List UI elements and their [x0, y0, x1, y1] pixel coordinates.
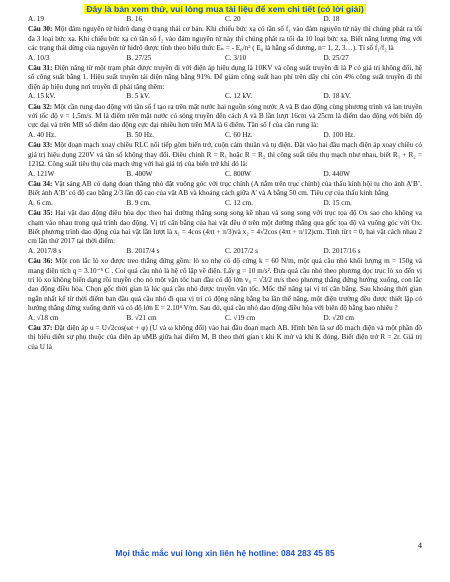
question-label: Câu 32: [28, 102, 53, 111]
option-d: D. √20 cm [323, 313, 354, 322]
option-a: A. 6 cm. [28, 198, 53, 207]
question-text: Một cần rung dao động với tần số f tạo ra trên mặt nước hai nguồn sóng nước A và B dao động cùng phương trình và lan truyền với tốc độ v = 1,5m/s. M là điểm trên mặt nước có sóng truyền đến cách A và B lần lượt 16cm và 25cm là điểm dao động với biên độ cực đại và trên MB số điểm dao động cực đại nhiều hơn trên MA là 6 điểm. Tần số f của cần rung là: [28, 102, 423, 130]
question-label: Câu 31: [28, 64, 53, 73]
question-label: Câu 36: [28, 257, 53, 266]
option-d: D. 18 [323, 15, 340, 23]
preview-banner [0, 4, 450, 14]
question-36 [28, 257, 422, 313]
question-37 [28, 324, 422, 352]
option-b: B. 27/25 [126, 53, 152, 62]
option-d: D. 2017/16 s [323, 246, 361, 255]
option-c: C. 800W [225, 169, 251, 178]
question-33-options [28, 170, 422, 179]
question-36-options [28, 314, 422, 323]
page-number: 4 [418, 541, 422, 550]
question-35 [28, 209, 422, 247]
preview-banner-text: Đây là bản xem thử, vui lòng mua tài liệu để xem chi tiết (có lời giải) [86, 4, 364, 14]
option-c: C. 20 [225, 15, 241, 23]
question-label: Câu 35: [28, 209, 53, 218]
question-text: Một đám nguyên tử hiđrô đang ở trạng thái cơ bản. Khi chiếu bức xạ có tần số f₁ vào đám nguyên tử này thì chúng phát ra tối đa 3 loại bức xạ. Khi chiếu bức xạ có tần số f₂ vào đám nguyên tử này thì chúng phát ra tối đa 10 loại bức xạ. Biết năng lượng ứng với các trạng thái dừng của nguyên tử hiđrô được tính theo biểu thức Eₙ = - E₀/n² ( E₀ là hằng số dương, n= 1, 2, 3…). Tỉ số f₁/f₂ là [28, 25, 423, 53]
question-34 [28, 180, 422, 199]
option-c: C. 12 kV. [225, 92, 253, 101]
option-c: C. 2017/2 s [225, 246, 258, 255]
option-a: A. 40 Hz. [28, 130, 56, 139]
option-b: B. 16 [126, 15, 143, 23]
question-30 [28, 25, 422, 53]
option-d: D. 15 cm. [323, 198, 352, 207]
previous-question-options [28, 15, 422, 24]
option-b: B. 9 cm. [126, 198, 151, 207]
question-31-options [28, 92, 422, 101]
option-c: C. 3/10 [225, 53, 247, 62]
option-b: B. 50 Hz. [126, 130, 155, 139]
question-35-options [28, 247, 422, 256]
question-33 [28, 141, 422, 169]
question-32-options [28, 131, 422, 140]
option-c: C. √19 cm [225, 313, 256, 322]
option-a: A. 121W [28, 169, 55, 178]
option-a: A. 10/3 [28, 53, 50, 62]
question-34-options [28, 199, 422, 208]
question-text: Đặt điện áp u = U√2cos(ωt + φ) (U và ω không đổi) vào hai đầu đoạn mạch AB. Hình bên là sơ đồ mạch điện và một phần đồ thị biểu diễn sự phụ thuộc của điện áp uMB giữa hai điểm M, B theo thời gian t khi K mở và khi K đóng. Biết điện trở R = 2r. Giá trị của U là [28, 324, 423, 351]
question-label: Câu 30: [28, 25, 53, 34]
option-b: B. 2017/4 s [126, 246, 160, 255]
option-a: A. √18 cm [28, 313, 59, 322]
hotline-banner: Mọi thắc mắc vui lòng xin liên hệ hotline: 084 283 45 85 [115, 548, 335, 558]
option-d: D. 18 kV. [323, 92, 351, 101]
question-text: Một con lắc lò xo được treo thẳng đứng gồm: lò xo nhẹ có độ cứng k = 60 N/m, một quả cầu nhỏ khối lượng m = 150g và mang điện tích q = 3.10⁻⁵ C . Coi quả cầu nhỏ là hệ cô lập về điện. Lấy g = 10 m/s². Đưa quả cầu nhỏ theo phương dọc trục lò xo đến vị trí lò xo không biến dạng rồi truyền cho nó một vận tốc ban đầu có độ lớn v₀ = √3/2 m/s theo phương thẳng đứng hướng xuống, con lắc dao động điều hòa. Chọn gốc thời gian là lúc quả cầu nhỏ được truyền vận tốc. Mốc thế năng tại vị trí cân bằng. Sau khoảng thời gian ngắn nhất kể từ thời điểm ban đầu quả cầu nhỏ đi qua vị trí có động năng bằng ba lần thế năng, một điện trường đều được thiết lập có hướng thẳng đứng xuống dưới và có độ lớn E = 2.10⁴ V/m. Sau đó, quả cầu nhỏ dao động điều hòa với biên độ bằng bao nhiêu ? [28, 257, 422, 313]
question-text: Vật sáng AB có dạng đoạn thẳng nhỏ đặt vuông góc với trục chính (A nằm trên trục chính) của thấu kính hội tụ cho ảnh A’B’. Biết ảnh A’B’ có độ cao bằng 2/3 lần độ cao của vật AB và khoảng cách giữa A’ và A bằng 50 cm. Tiêu cự của thấu kính bằng [28, 179, 422, 198]
question-text: Một đoạn mạch xoay chiều RLC nối tiếp gồm biến trở, cuộn cảm thuần và tụ điện. Đặt vào hai đầu mạch điện áp xoay chiều có giá trị hiệu dụng 220V và tần số không thay đổi. Điều chỉnh R = R₁ hoặc R = R₂ thì công suất tiêu thụ mạch như nhau, biết R₁ + R₂ = 121Ω. Công suất tiêu thụ của mạch ứng với hai giá trị của biến trở khi đó là: [28, 141, 422, 169]
option-a: A. 15 kV. [28, 92, 56, 101]
option-d: D. 440W [323, 169, 350, 178]
option-c: C. 12 cm. [225, 198, 253, 207]
question-32 [28, 103, 422, 131]
question-30-options [28, 54, 422, 63]
option-d: D. 100 Hz. [323, 130, 356, 139]
option-a: A. 19 [28, 15, 44, 23]
option-c: C. 60 Hz. [225, 130, 253, 139]
question-31 [28, 64, 422, 92]
question-label: Câu 37: [28, 324, 53, 332]
option-b: B. 5 kV. [126, 92, 150, 101]
question-label: Câu 33: [28, 141, 53, 150]
exam-content [28, 15, 422, 352]
question-text: Điện năng từ một trạm phát được truyền đi với điện áp hiệu dụng là 10KV và công suất truyền đi là P có giá trị không đổi, hệ số công suất bằng 1. Hiệu suất truyền tải điện năng bằng 91%. Để giảm công suất hao phí trên dây chỉ còn 4% công suất truyền đi thì điện áp hiệu dụng nơi truyền đi phải tăng thêm: [28, 64, 423, 91]
option-b: B. √21 cm [126, 313, 157, 322]
option-a: A. 2017/8 s [28, 246, 62, 255]
option-d: D. 25/27 [323, 53, 349, 62]
question-text: Hai vật dao động điều hòa dọc theo hai đường thẳng song song kề nhau và song song với trục tọa độ Ox sao cho không va chạm vào nhau trong quá trình dao động. Vị trí cân bằng của hai vật đều ở trên một đường thẳng qua gốc tọa độ và vuông góc với Ox. Biết phương trình dao động của hai vật lần lượt là x₁ = 4cos (4πt + π/3)và x₂ = 4√2cos (4πt + π/12)cm. Tính từ t = 0, hai vật cách nhau 2 cm lần thứ 2017 tại thời điểm: [28, 209, 422, 246]
question-label: Câu 34: [28, 179, 53, 188]
option-b: B. 400W [126, 169, 153, 178]
